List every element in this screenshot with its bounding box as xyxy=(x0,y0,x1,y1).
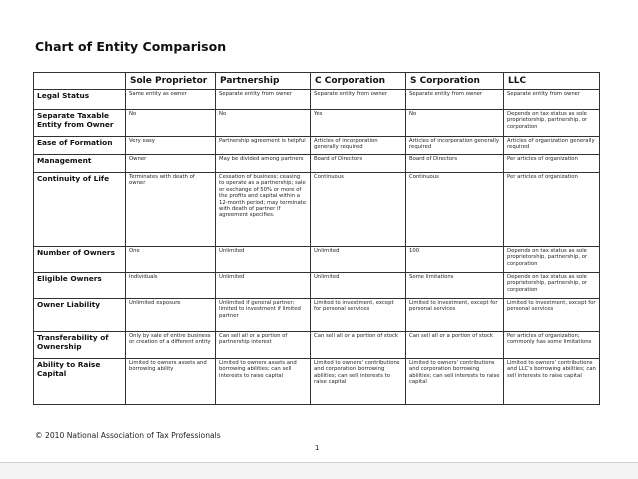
table-cell: Limited to investment, except for personal services xyxy=(406,299,504,332)
table-cell: Individuals xyxy=(126,273,216,299)
table-cell: Board of Directors xyxy=(406,155,504,173)
row-label: Legal Status xyxy=(34,90,126,110)
table-cell: May be divided among partners xyxy=(216,155,311,173)
table-row-number-of-owners xyxy=(34,247,600,273)
column-header-c-corporation: C Corporation xyxy=(311,73,406,90)
table-cell: Unlimited xyxy=(216,273,311,299)
table-cell: Unlimited xyxy=(311,247,406,273)
row-label: Owner Liability xyxy=(34,299,126,332)
table-cell: Board of Directors xyxy=(311,155,406,173)
table-cell: Per articles of organization; commonly has some limitations xyxy=(504,332,600,359)
table-cell: Limited to owners assets and borrowing abilities; can sell interests to raise capital xyxy=(216,359,311,405)
table-cell: Separate entity from owner xyxy=(311,90,406,110)
table-cell: Separate entity from owner xyxy=(406,90,504,110)
table-cell: Limited to investment, except for personal services xyxy=(504,299,600,332)
table-cell: Terminates with death of owner xyxy=(126,173,216,247)
table-cell: Can sell all or a portion of stock xyxy=(406,332,504,359)
row-label: Transferability of Ownership xyxy=(34,332,126,359)
table-row-eligible-owners xyxy=(34,273,600,299)
table-cell: Continuous xyxy=(311,173,406,247)
table-cell: Unlimited xyxy=(216,247,311,273)
row-label: Ability to Raise Capital xyxy=(34,359,126,405)
table-cell: Articles of incorporation generally required xyxy=(406,137,504,155)
table-cell: One xyxy=(126,247,216,273)
table-cell: Per articles of organization xyxy=(504,155,600,173)
table-cell: Yes xyxy=(311,110,406,137)
page-number: 1 xyxy=(315,444,320,452)
page-title: Chart of Entity Comparison xyxy=(35,39,227,54)
table-cell: Per articles of organization xyxy=(504,173,600,247)
table-row-owner-liability xyxy=(34,299,600,332)
table-cell: Depends on tax status as sole proprietorship, partnership, or corporation xyxy=(504,273,600,299)
table-cell: Limited to owners' contributions and corporation borrowing abilities; can sell interests to raise capital xyxy=(406,359,504,405)
table-cell: Only by sale of entire business or creation of a different entity xyxy=(126,332,216,359)
table-cell: Limited to owners' contributions and corporation borrowing abilities; can sell interests to raise capital xyxy=(311,359,406,405)
table-row-ease-of-formation xyxy=(34,137,600,155)
table-cell: Articles of organization generally required xyxy=(504,137,600,155)
table-cell: Can sell all or a portion of partnership interest xyxy=(216,332,311,359)
column-header-sole-proprietor: Sole Proprietor xyxy=(126,73,216,90)
table-cell: Cessation of business; ceasing to operate as a partnership; sale or exchange of 50% or more of the profits and capital within a 12-month period; may terminate with death of partner if agreement specifies. xyxy=(216,173,311,247)
column-header-s-corporation: S Corporation xyxy=(406,73,504,90)
table-cell: Unlimited xyxy=(311,273,406,299)
table-row-continuity-of-life xyxy=(34,173,600,247)
row-label: Separate Taxable Entity from Owner xyxy=(34,110,126,137)
table-cell: Can sell all or a portion of stock xyxy=(311,332,406,359)
table-row-transferability xyxy=(34,332,600,359)
table-cell: Separate entity from owner xyxy=(504,90,600,110)
table-header-row xyxy=(34,73,600,90)
table-cell: Separate entity from owner xyxy=(216,90,311,110)
row-label: Number of Owners xyxy=(34,247,126,273)
table-cell: Limited to owners' contributions and LLC's borrowing abilities; can sell interests to raise capital xyxy=(504,359,600,405)
table-cell: Unlimited if general partner; limited to investment if limited partner xyxy=(216,299,311,332)
table-row-ability-to-raise-capital xyxy=(34,359,600,405)
table-cell: Articles of incorporation generally required xyxy=(311,137,406,155)
table-cell: No xyxy=(216,110,311,137)
table-cell: No xyxy=(126,110,216,137)
column-header-partnership: Partnership xyxy=(216,73,311,90)
table-cell: Limited to owners assets and borrowing ability xyxy=(126,359,216,405)
row-label: Continuity of Life xyxy=(34,173,126,247)
table-row-management xyxy=(34,155,600,173)
header-corner xyxy=(34,73,126,90)
copyright-footer: © 2010 National Association of Tax Professionals xyxy=(35,431,221,440)
table-row-separate-taxable-entity xyxy=(34,110,600,137)
entity-comparison-table xyxy=(33,72,600,405)
table-cell: Same entity as owner xyxy=(126,90,216,110)
table-cell: Depends on tax status as sole proprietorship, partnership, or corporation xyxy=(504,110,600,137)
table-cell: Continuous xyxy=(406,173,504,247)
table-cell: Depends on tax status as sole proprietorship, partnership, or corporation xyxy=(504,247,600,273)
table-cell: No xyxy=(406,110,504,137)
table-cell: Some limitations xyxy=(406,273,504,299)
table-cell: Owner xyxy=(126,155,216,173)
table-cell: 100 xyxy=(406,247,504,273)
bottom-band xyxy=(0,463,638,479)
row-label: Eligible Owners xyxy=(34,273,126,299)
table-row-legal-status xyxy=(34,90,600,110)
table-cell: Partnership agreement is helpful xyxy=(216,137,311,155)
table-cell: Limited to investment, except for personal services xyxy=(311,299,406,332)
column-header-llc: LLC xyxy=(504,73,600,90)
row-label: Ease of Formation xyxy=(34,137,126,155)
table-cell: Very easy xyxy=(126,137,216,155)
row-label: Management xyxy=(34,155,126,173)
table-cell: Unlimited exposure xyxy=(126,299,216,332)
